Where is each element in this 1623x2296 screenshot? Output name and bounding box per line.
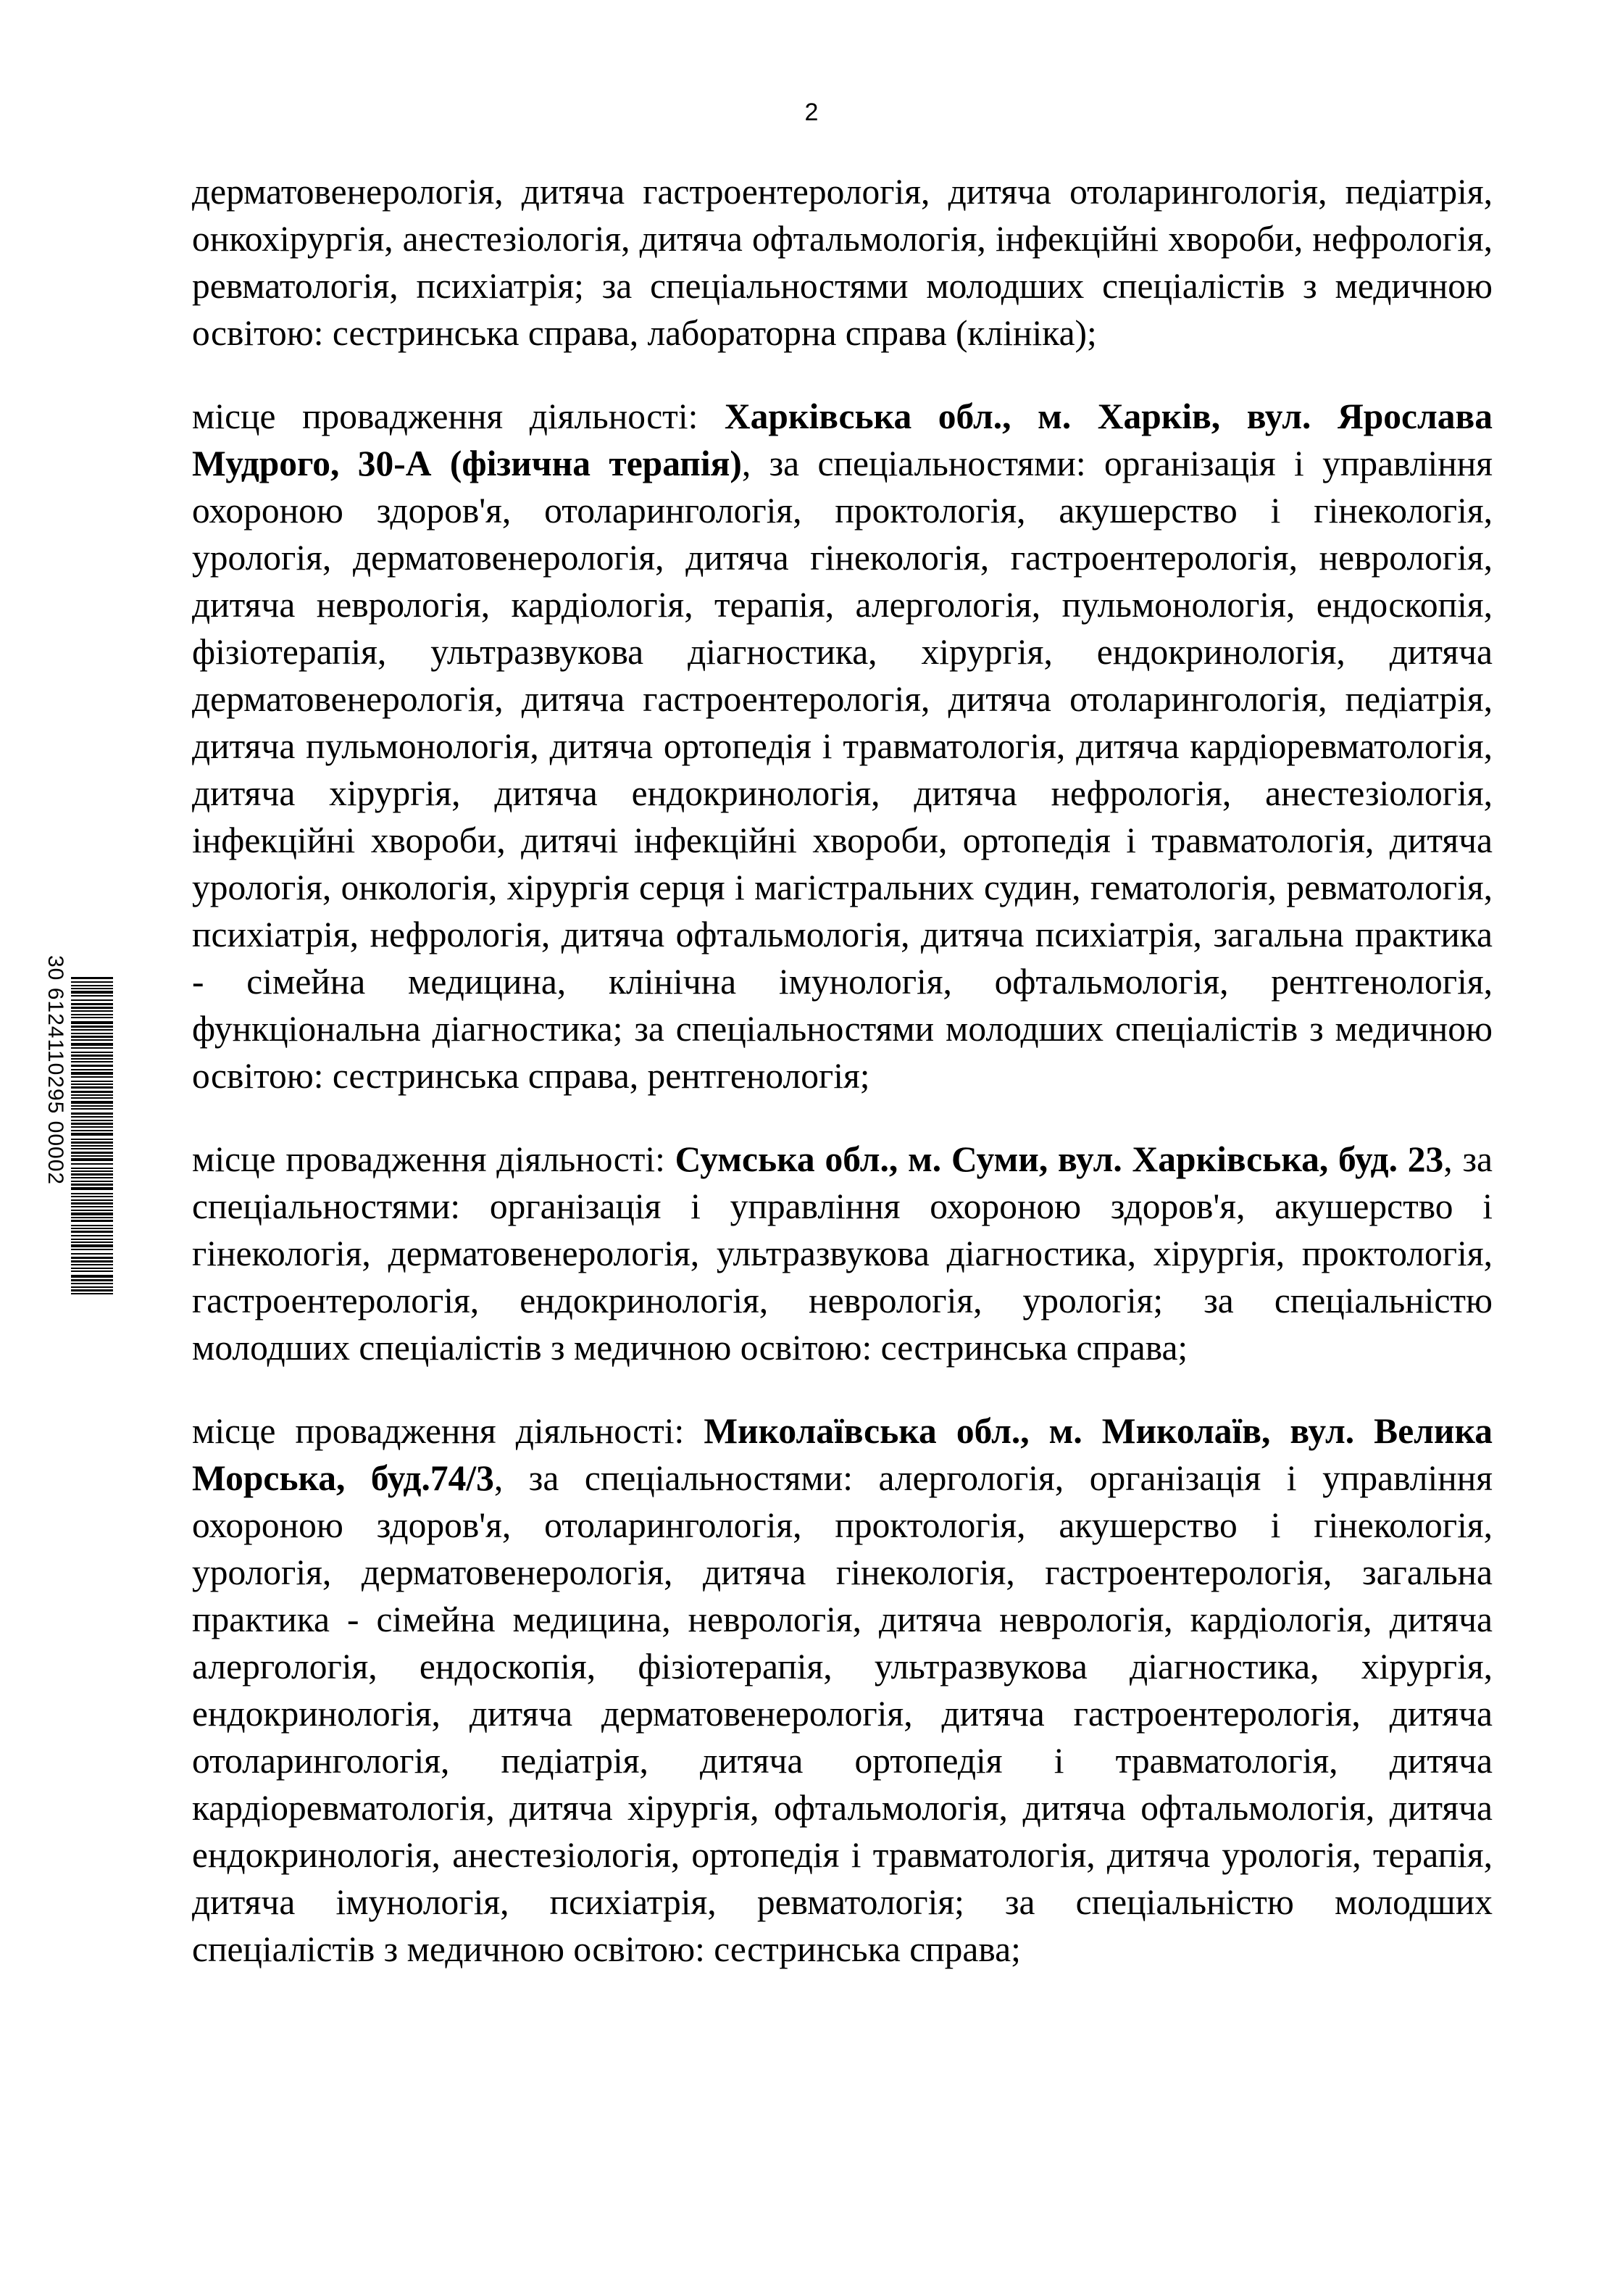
barcode-bar	[71, 1228, 113, 1229]
paragraph-continued-specialties	[192, 168, 1493, 357]
barcode-bar	[71, 1043, 113, 1046]
barcode-number: 30 6124110295 00002	[43, 955, 67, 1186]
barcode-bar	[71, 1141, 113, 1144]
barcode-bar	[71, 1152, 113, 1154]
barcode-bar	[71, 1199, 113, 1201]
barcode-bar	[71, 1017, 113, 1018]
barcode-bar	[71, 1168, 113, 1169]
barcode-bar	[71, 1187, 113, 1190]
paragraph-sumy-location	[192, 1136, 1493, 1371]
barcode-bar	[71, 1076, 113, 1078]
barcode-bar	[71, 1036, 113, 1038]
barcode-bar	[71, 1239, 113, 1240]
barcode-bar	[71, 1097, 113, 1099]
barcode-bar	[71, 1021, 113, 1024]
barcode-bar	[71, 1196, 113, 1197]
barcode-bar	[71, 1293, 113, 1294]
paragraph-kharkiv-location	[192, 393, 1493, 1099]
barcode-bar	[71, 1065, 113, 1067]
barcode-bar	[71, 1225, 113, 1226]
paragraph-specialties: , за спеціальностями: організація і управління охороною здоров'я, отоларингологія, проктологія, акушерство і гінекологія, урологія, дерматовенерологія, дитяча гінекологія, гастроентерологія, неврологія, дитяча неврологія, кардіологія, терапія, алергологія, пульмонологія, ендоскопія, фізіотерапія, ультразвукова діагностика, хірургія, ендокринологія, дитяча дерматовенерологія, дитяча гастроентерологія, дитяча отоларингологія, педіатрія, дитяча пульмонологія, дитяча ортопедія і травматологія, дитяча кардіоревматологія, дитяча хірургія, дитяча ендокринологія, дитяча нефрологія, анестезіологія, інфекційні хвороби, дитячі інфекційні хвороби, ортопедія і травматологія, дитяча урологія, онкологія, хірургія серця і магістральних судин, гематологія, ревматологія, психіатрія, нефрологія, дитяча офтальмологія, дитяча психіатрія, загальна практика - сімейна медицина, клінічна імунологія, офтальмологія, рентгенологія, функціональна діагностика; за спеціальностями молодших спеціалістів з медичною освітою: сестринська справа, рентгенологія;	[192, 444, 1493, 1096]
barcode-bar	[71, 981, 113, 983]
paragraph-specialties: , за спеціальностями: організація і управління охороною здоров'я, акушерство і гінекологія, дерматовенерологія, ультразвукова діагностика, хірургія, проктологія, гастроентерологія, ендокринологія, неврологія, урологія; за спеціальністю молодших спеціалістів з медичною освітою: сестринська справа;	[192, 1139, 1493, 1368]
paragraph-address: Харківська обл., м. Харків, вул. Ярослава Мудрого, 30-А (фізична терапія)	[192, 396, 1493, 483]
barcode-bar	[71, 1010, 113, 1012]
barcode-bar	[71, 1270, 113, 1272]
barcode-bar	[71, 1105, 113, 1107]
paragraph-intro: місце провадження діяльності:	[192, 396, 725, 436]
barcode-bar	[71, 1081, 113, 1082]
barcode-bar	[71, 1217, 113, 1218]
barcode-bar	[71, 1014, 113, 1015]
barcode-bar	[71, 1202, 113, 1205]
barcode-bar	[71, 1231, 113, 1233]
barcode-bar	[71, 1061, 113, 1062]
barcode-bar	[71, 1033, 113, 1034]
page-number: 2	[804, 99, 819, 126]
barcode-bar	[71, 1210, 113, 1211]
barcode-bar	[71, 1083, 113, 1085]
barcode-bar	[71, 1003, 113, 1005]
barcode-bar	[71, 1055, 113, 1057]
barcode-bar	[71, 1052, 113, 1053]
barcode-bar	[71, 1177, 113, 1178]
barcode-bar	[71, 1007, 113, 1009]
barcode-bar	[71, 991, 113, 994]
barcode-bar	[71, 977, 113, 979]
barcode-bar	[71, 1253, 113, 1255]
barcode-bar	[71, 1279, 113, 1281]
barcode-bar	[71, 1086, 113, 1089]
paragraph-specialties: дерматовенерологія, дитяча гастроентерологія, дитяча отоларингологія, педіатрія, онкохірургія, анестезіологія, дитяча офтальмологія, інфекційні хвороби, нефрологія, ревматологія, психіатрія; за спеціальностями молодших спеціалістів з медичною освітою: сестринська справа, лабораторна справа (клініка);	[192, 172, 1493, 353]
barcode-bar	[71, 1244, 113, 1247]
barcode-bar	[71, 1108, 113, 1110]
paragraph-address: Миколаївська обл., м. Миколаїв, вул. Велика Морська, буд.74/3	[192, 1411, 1493, 1498]
barcode-bar	[71, 1112, 113, 1115]
barcode-bar	[71, 1145, 113, 1147]
barcode-bar	[71, 1213, 113, 1215]
barcode-bar	[71, 1101, 113, 1104]
barcode-bar	[71, 1249, 113, 1250]
barcode-bar	[71, 1206, 113, 1207]
barcode-bar	[71, 1126, 113, 1128]
barcode-bar	[71, 988, 113, 989]
barcode-bar	[71, 1155, 113, 1157]
barcode-bar	[71, 1123, 113, 1125]
barcode-bar	[71, 1181, 113, 1182]
document-body	[192, 168, 1493, 2009]
barcode-bar	[71, 999, 113, 1001]
barcode-bar	[71, 1091, 113, 1093]
barcode-bar	[71, 1257, 113, 1259]
barcode-bar	[71, 1029, 113, 1031]
barcode-bar	[71, 1120, 113, 1121]
barcode-bar	[71, 1158, 113, 1161]
barcode-bar	[71, 1286, 113, 1288]
barcode-bar	[71, 1193, 113, 1194]
barcode-bar	[71, 1148, 113, 1149]
barcode-bar	[71, 1047, 113, 1049]
barcode-bar	[71, 1289, 113, 1292]
paragraph-intro: місце провадження діяльності:	[192, 1139, 675, 1179]
barcode-bar	[71, 1139, 113, 1140]
barcode-bar	[71, 985, 113, 986]
paragraph-mykolaiv-location	[192, 1407, 1493, 1973]
barcode-bar	[71, 1268, 113, 1269]
paragraph-address: Сумська обл., м. Суми, вул. Харківська, буд. 23	[675, 1139, 1444, 1179]
barcode-bar	[71, 1241, 113, 1243]
barcode-bar	[71, 995, 113, 997]
barcode-bar	[71, 1260, 113, 1263]
barcode-bar	[71, 1235, 113, 1236]
barcode-bar	[71, 1130, 113, 1131]
barcode-bar	[71, 1264, 113, 1265]
barcode-bar	[71, 1116, 113, 1118]
barcode-bar	[71, 1072, 113, 1075]
barcode-bar	[71, 1220, 113, 1222]
paragraph-specialties: , за спеціальностями: алергологія, організація і управління охороною здоров'я, отоларингологія, проктологія, акушерство і гінекологія, урологія, дерматовенерологія, дитяча гінекологія, гастроентерологія, загальна практика - сімейна медицина, неврологія, дитяча неврологія, кардіологія, дитяча алергологія, ендоскопія, фізіотерапія, ультразвукова діагностика, хірургія, ендокринологія, дитяча дерматовенерологія, дитяча гастроентерологія, дитяча отоларингологія, педіатрія, дитяча ортопедія і травматологія, дитяча кардіоревматологія, дитяча хірургія, офтальмологія, дитяча офтальмологія, дитяча ендокринологія, анестезіологія, ортопедія і травматологія, дитяча урологія, терапія, дитяча імунологія, психіатрія, ревматологія; за спеціальністю молодших спеціалістів з медичною освітою: сестринська справа;	[192, 1458, 1493, 1969]
barcode-bar	[71, 1133, 113, 1136]
barcode-bar	[71, 1094, 113, 1096]
barcode-bar	[71, 1026, 113, 1028]
barcode-bar	[71, 1170, 113, 1172]
barcode-bar	[71, 1283, 113, 1284]
barcode	[38, 955, 122, 1303]
barcode-bar	[71, 1275, 113, 1278]
barcode-bar	[71, 1184, 113, 1186]
barcode-bar	[71, 1173, 113, 1176]
barcode-bar	[71, 1039, 113, 1041]
barcode-bar	[71, 1069, 113, 1070]
barcode-bar	[71, 1163, 113, 1165]
barcode-bar	[71, 1058, 113, 1060]
paragraph-intro: місце провадження діяльності:	[192, 1411, 704, 1451]
